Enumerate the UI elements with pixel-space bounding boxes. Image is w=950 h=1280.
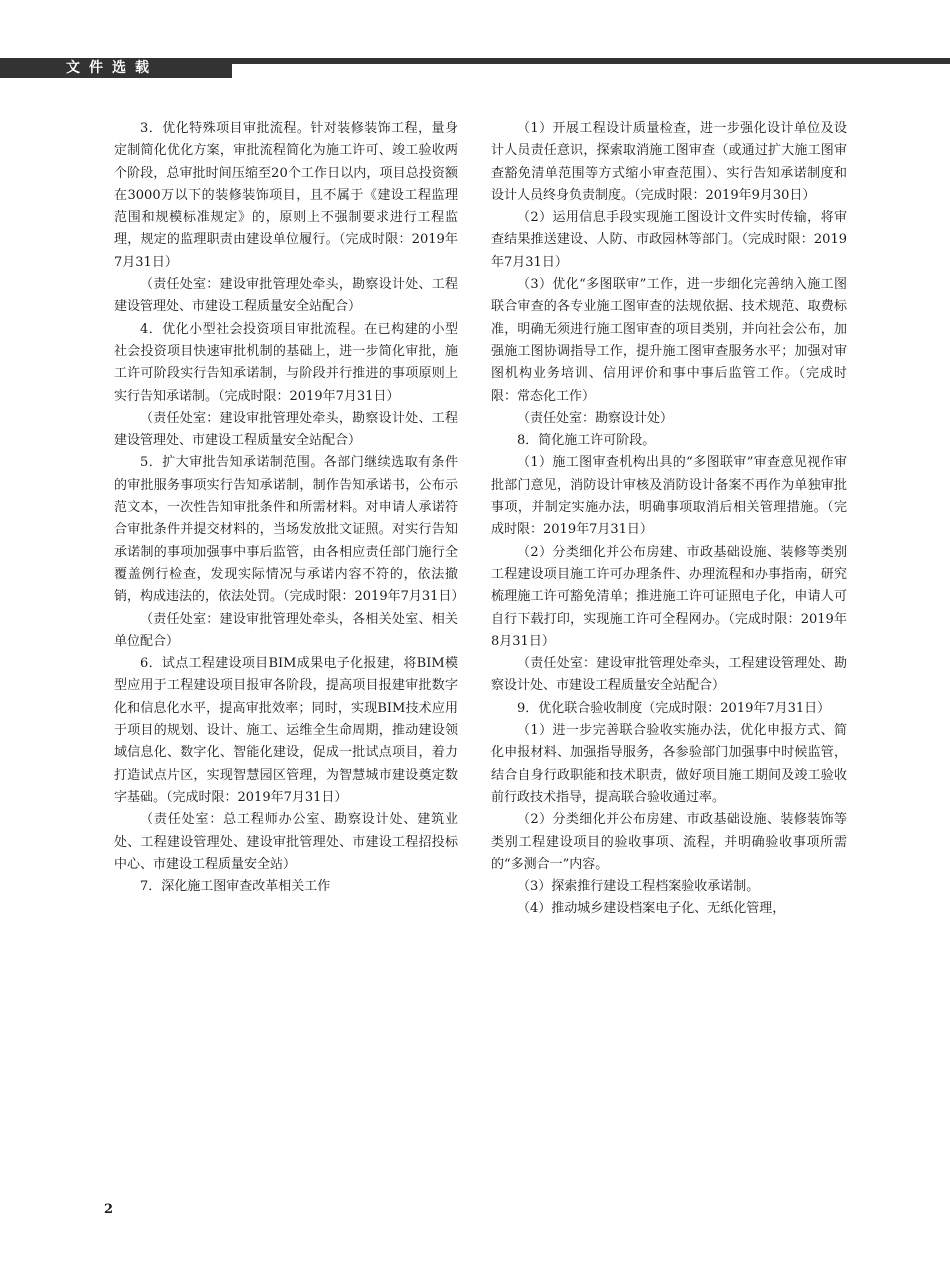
section-title: 文件选载 [0,58,232,78]
header-rule [232,58,950,64]
paragraph: （1）施工图审查机构出具的“多图联审”审查意见视作审批部门意见，消防设计审核及消防设计备案不再作为单独审批事项，并制定实施办法，明确事项取消后相关管理措施。（完成时限：2019年7月31日） [491,455,847,538]
paragraph: 6．试点工程建设项目BIM成果电子化报建，将BIM模型应用于工程建设项目报审各阶段，提高项目报建审批数字化和信息化水平，提高审批效率；同时，实现BIM技术应用于项目的规划、设计、施工、运维全生命周期，推动建设领域信息化、数字化、智能化建设，促成一批试点项目，着力打造试点片区，实现智慧园区管理，为智慧城市建设奠定数字基础。（完成时限：2019年7月31日） [114,656,458,805]
paragraph: 8．简化施工许可阶段。 [517,433,656,449]
paragraph: （1）进一步完善联合验收实施办法，优化申报方式、简化申报材料、加强指导服务，各参验部门加强事中时候监管，结合自身行政职能和技术职责，做好项目施工期间及竣工验收前行政技术指导，提高联合验收通过率。 [491,723,847,805]
paragraph: 3．优化特殊项目审批流程。针对装修装饰工程，量身定制简化优化方案，审批流程简化为施工许可、竣工验收两个阶段，总审批时间压缩至20个工作日以内，项目总投资额在3000万以下的装修装饰项目，且不属于《建设工程监理范围和规模标准规定》的，原则上不强制要求进行工程监理，规定的监理职责由建设单位履行。（完成时限：2019年7月31日） [114,121,458,270]
paragraph: （责任处室：勘察设计处） [517,410,674,426]
paragraph: （责任处室：建设审批管理处牵头，工程建设管理处、勘察设计处、市建设工程质量安全站配合） [491,656,847,694]
paragraph: （1）开展工程设计质量检查，进一步强化设计单位及设计人员责任意识，探索取消施工图审查（或通过扩大施工图审查豁免清单范围等方式缩小审查范围）、实行告知承诺制度和设计人员终身负责制度。（完成时限：2019年9月30日） [491,121,847,203]
paragraph: 7．深化施工图审查改革相关工作 [140,879,331,895]
right-column [491,118,847,921]
paragraph: （2）分类细化并公布房建、市政基础设施、装修装饰等类别工程建设项目的验收事项、流程，并明确验收事项所需的“多测合一”内容。 [491,812,847,872]
paragraph: 4．优化小型社会投资项目审批流程。在已构建的小型社会投资项目快速审批机制的基础上，进一步简化审批，施工许可阶段实行告知承诺制，与阶段并行推进的事项原则上实行告知承诺制。（完成时限：2019年7月31日） [114,321,458,404]
paragraph: （3）探索推行建设工程档案验收承诺制。 [517,879,760,895]
paragraph: （2）分类细化并公布房建、市政基础设施、装修等类别工程建设项目施工许可办理条件、办理流程和办事指南，研究梳理施工许可豁免清单；推进施工许可证照电子化，申请人可自行下载打印，实现施工许可全程网办。（完成时限：2019年8月31日） [491,544,847,649]
paragraph: （责任处室：总工程师办公室、勘察设计处、建筑业处、工程建设管理处、建设审批管理处、市建设工程招投标中心、市建设工程质量安全站） [114,812,458,872]
paragraph: （责任处室：建设审批管理处牵头，勘察设计处、工程建设管理处、市建设工程质量安全站配合） [114,410,458,449]
paragraph: 5．扩大审批告知承诺制范围。各部门继续选取有条件的审批服务事项实行告知承诺制，制作告知承诺书，公布示范文本，一次性告知审批条件和所需材料。对申请人承诺符合审批条件并提交材料的，当场发放批文证照。对实行告知承诺制的事项加强事中事后监管，由各相应责任部门施行全覆盖例行检查，发现实际情况与承诺内容不符的，依法撤销，构成违法的，依法处罚。（完成时限：2019年7月31日） [114,455,465,605]
paragraph: （责任处室：建设审批管理处牵头，勘察设计处、工程建设管理处、市建设工程质量安全站配合） [114,277,458,315]
paragraph: （4）推动城乡建设档案电子化、无纸化管理， [517,901,786,917]
page-number: 2 [104,1202,114,1217]
paragraph: （责任处室：建设审批管理处牵头，各相关处室、相关单位配合） [114,611,458,649]
paragraph: （2）运用信息手段实现施工图设计文件实时传输，将审查结果推送建设、人防、市政园林等部门。（完成时限：2019年7月31日） [491,210,847,270]
paragraph: （3）优化“多图联审”工作，进一步细化完善纳入施工图联合审查的各专业施工图审查的法规依据、技术规范、取费标准，明确无须进行施工图审查的项目类别，并向社会公布，加强施工图协调指导工作，提升施工图审查服务水平；加强对审图机构业务培训、信用评价和事中事后监管工作。（完成时限：常态化工作） [491,277,847,404]
paragraph: 9．优化联合验收制度（完成时限：2019年7月31日） [517,700,831,716]
section-header-bar [0,58,950,78]
left-column [114,118,465,898]
